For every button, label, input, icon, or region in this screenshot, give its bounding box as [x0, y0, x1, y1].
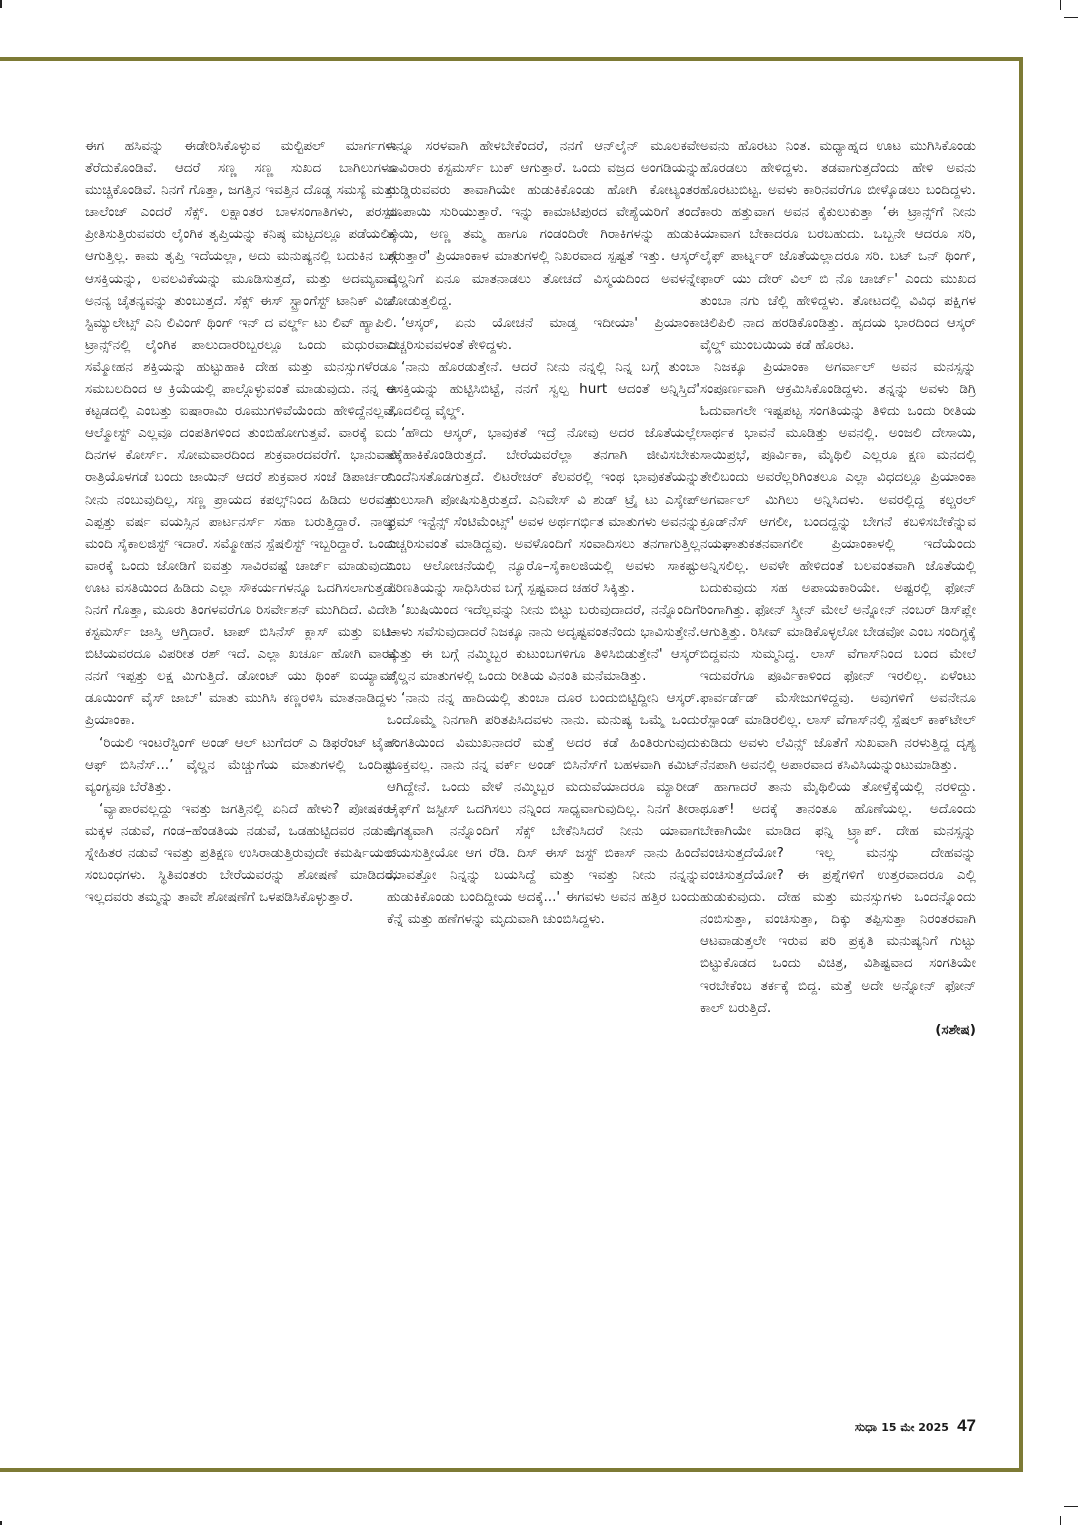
issue-date: 15 ಮೇ 2025: [881, 1421, 949, 1434]
paragraph: ‘ರಿಯಲಿ ಇಂಟರೆಸ್ಟಿಂಗ್ ಅಂಡ್ ಆಲ್ ಟುಗೆದರ್ ಎ ಡಿಫರೆಂಟ್ ಟೈಪ್ ಆಫ್ ಬಿಸಿನೆಸ್...’ ವೈಲ್ಡನ ಮೆಚ್ಚುಗೆಯ ಮಾತುಗಳಲ್ಲಿ ಒಂದಿಷ್ಟು ವ್ಯಂಗ್ಯವೂ ಬೆರೆತಿತ್ತು.: [85, 734, 397, 795]
page-number: 47: [957, 1416, 976, 1435]
paragraph: ನಿಜಕ್ಕೂ ಪ್ರಿಯಾಂಕಾ ಅಗರ್ವಾಲ್ ಅವನ ಮನಸ್ಸನ್ನು ಸಂಪೂರ್ಣವಾಗಿ ಆಕ್ರಮಿಸಿಕೊಂಡಿದ್ದಳು. ತನ್ನನ್ನು ಅವಳು ಡಿಗ್ರಿ ಓದುವಾಗಲೇ ಇಷ್ಟಪಟ್ಟ ಸಂಗತಿಯನ್ನು ತಿಳಿದು ಒಂದು ರೀತಿಯ ಸಾರ್ಥಕ ಭಾವನೆ ಮೂಡಿತ್ತು ಅವನಲ್ಲಿ. ಅಂಜಲಿ ದೇಸಾಯಿ, ಸಾಯಿಪ್ರಭೆ, ಪೂರ್ವಿಕಾ, ಮೈಥಿಲಿ ಎಲ್ಲರೂ ಕ್ಷಣ ಮನದಲ್ಲಿ ತೇಲಿಬಂದು ಅವರೆಲ್ಲರಿಗಿಂತಲೂ ಎಲ್ಲಾ ವಿಧದಲ್ಲೂ ಪ್ರಿಯಾಂಕಾ ಅಗರ್ವಾಲ್ ಮಿಗಿಲು ಅನ್ನಿಸಿದಳು. ಅವರಲ್ಲಿದ್ದ ಕಲ್ಚರಲ್ ಕ್ರೂಡ್‌ನೆಸ್ ಆಗಲೀ, ಬಂದದ್ದನ್ನು ಬೇಗನೆ ಕಬಳಿಸಬೇಕೆನ್ನುವ ನಯಘಾತುಕತನವಾಗಲೀ ಪ್ರಿಯಾಂಕಾಳಲ್ಲಿ ಇದೆಯೆಂದು ಅನ್ನಿಸಲಿಲ್ಲ. ಅವಳೇ ಹೇಳಿದಂತೆ ಬಲವಂತವಾಗಿ ಜೊತೆಯಲ್ಲಿ ಬದುಕುವುದು ಸಹ ಅಪಾಯಕಾರಿಯೇ. ಅಷ್ಟರಲ್ಲಿ ಫೋನ್ ರಿಂಗಾಗಿತ್ತು. ಫೋನ್ ಸ್ಕ್ರೀನ್ ಮೇಲೆ ಅನ್ನೋನ್ ನಂಬರ್ ಡಿಸ್‌ಪ್ಲೇ ಆಗುತ್ತಿತ್ತು. ರಿಸೀವ್ ಮಾಡಿಕೊಳ್ಳಲೋ ಬೇಡವೋ ಎಂಬ ಸಂದಿಗ್ಧಕ್ಕೆ ಬಿದ್ದವನು ಸುಮ್ಮನಿದ್ದ. ಲಾಸ್ ವೆಗಾಸ್‌ನಿಂದ ಬಂದ ಮೇಲೆ ಇದುವರೆಗೂ ಪೂರ್ವಿಕಾಳಿಂದ ಫೋನ್ ಇರಲಿಲ್ಲ. ಏಳೆಂಟು ಫಾರ್ವರ್ಡೆಡ್ ಮೆಸೇಜುಗಳಿದ್ದವು. ಅವುಗಳಿಗೆ ಅವನೇನೂ ರೆಸ್ಪಾಂಡ್ ಮಾಡಿರಲಿಲ್ಲ. ಲಾಸ್ ವೆಗಾಸ್‌ನಲ್ಲಿ ಸ್ಪೆಷಲ್ ಕಾಕ್‌ಟೇಲ್ ಕುಡಿದು ಅವಳು ಲೆವಿನ್ಸ್ ಜೊತೆಗೆ ಸುಖವಾಗಿ ನರಳುತ್ತಿದ್ದ ದೃಶ್ಯ ನೆನಪಾಗಿ ಅವನಲ್ಲಿ ಅಪಾರವಾದ ಕಸಿವಿಸಿಯನ್ನುಂಟುಮಾಡಿತ್ತು.: [700, 358, 976, 773]
paragraph: ‘ನಾನು ನನ್ನ ಹಾದಿಯಲ್ಲಿ ತುಂಬಾ ದೂರ ಬಂದುಬಿಟ್ಟಿದ್ದೀನಿ ಆಸ್ಕರ್. ಒಂದೊಮ್ಮೆ ನಿನಗಾಗಿ ಪರಿತಪಿಸಿದವಳು ನಾನು. ಮನುಷ್ಯ ಒಮ್ಮೆ ಒಂದು ಸಂಗತಿಯಿಂದ ವಿಮುಖನಾದರೆ ಮತ್ತೆ ಅದರ ಕಡೆ ಹಿಂತಿರುಗುವುದು ಸೂಕ್ತವಲ್ಲ. ನಾನು ನನ್ನ ವರ್ಕ್ ಅಂಡ್ ಬಿಸಿನೆಸ್‌ಗೆ ಬಹಳವಾಗಿ ಕಮಿಟ್ ಆಗಿದ್ದೇನೆ. ಒಂದು ವೇಳೆ ನಮ್ಮಿಬ್ಬರ ಮದುವೆಯಾದರೂ ಮ್ಯಾರೀಡ್ ಲೈಫ್‌ಗೆ ಜಸ್ಟೀಸ್ ಒದಗಿಸಲು ನನ್ನಿಂದ ಸಾಧ್ಯವಾಗುವುದಿಲ್ಲ. ನಿನಗೆ ತೀರಾ ಅಗತ್ಯವಾಗಿ ನನ್ನೊಂದಿಗೆ ಸೆಕ್ಸ್ ಬೇಕೆನಿಸಿದರೆ ನೀನು ಯಾವಾಗ ಬಯಸುತ್ತೀಯೋ ಆಗ ರೆಡಿ. ದಿಸ್ ಈಸ್ ಜಸ್ಟ್ ಬಿಕಾಸ್ ನಾನು ಹಿಂದೆ ಯಾವತ್ತೋ ನಿನ್ನನ್ನು ಬಯಸಿದ್ದೆ ಮತ್ತು ಇವತ್ತು ನೀನು ನನ್ನನ್ನು ಹುಡುಕಿಕೊಂಡು ಬಂದಿದ್ದೀಯ ಅದಕ್ಕೆ...' ಈಗವಳು ಅವನ ಹತ್ತಿರ ಬಂದು ಕೆನ್ನೆ ಮತ್ತು ಹಣೆಗಳನ್ನು ಮೃದುವಾಗಿ ಚುಂಬಿಸಿದ್ದಳು.: [387, 690, 700, 928]
paragraph: ‘ಖುಷಿಯಿಂದ ಇದೆಲ್ಲವನ್ನು ನೀನು ಬಿಟ್ಟು ಬರುವುದಾದರೆ, ನನ್ನೊಂದಿಗೆ ಬಾಳು ಸವೆಸುವುದಾದರೆ ನಿಜಕ್ಕೂ ನಾನು ಅದೃಷ್ಟವಂತನೆಂದು ಭಾವಿಸುತ್ತೇನೆ. ಮತ್ತು ಈ ಬಗ್ಗೆ ನಮ್ಮಿಬ್ಬರ ಕುಟುಂಬಗಳಿಗೂ ತಿಳಿಸಿಬಿಡುತ್ತೇನೆ' ಆಸ್ಕರ್ ವೈಲ್ಡನ ಮಾತುಗಳಲ್ಲಿ ಒಂದು ರೀತಿಯ ವಿನಂತಿ ಮನೆಮಾಡಿತ್ತು.: [387, 601, 700, 685]
paragraph: ಹಾಗಾದರೆ ತಾನು ಮೈಥಿಲಿಯ ತೋಳ್ತೆಕ್ಕೆಯಲ್ಲಿ ನರಳಿದ್ದು. ಥೂತ್! ಅದಕ್ಕೆ ತಾನಂತೂ ಹೊಣೆಯಲ್ಲ. ಅದೊಂದು ಬೇಕಾಗಿಯೇ ಮಾಡಿದ ಫನ್ನಿ ಟ್ರ್ಯಾಪ್. ದೇಹ ಮನಸ್ಸನ್ನು ವಂಚಿಸುತ್ತದೆಯೋ? ಇಲ್ಲ ಮನಸ್ಸು ದೇಹವನ್ನು ವಂಚಿಸುತ್ತದೆಯೋ? ಈ ಪ್ರಶ್ನೆಗಳಿಗೆ ಉತ್ತರವಾದರೂ ಎಲ್ಲಿ ಹುಡುಕುವುದು. ದೇಹ ಮತ್ತು ಮನಸ್ಸುಗಳು ಒಂದನ್ನೊಂದು ನಂಬಿಸುತ್ತಾ, ವಂಚಿಸುತ್ತಾ, ದಿಕ್ಕು ತಪ್ಪಿಸುತ್ತಾ ನಿರಂತರವಾಗಿ ಆಟವಾಡುತ್ತಲೇ ಇರುವ ಪರಿ ಪ್ರಕೃತಿ ಮನುಷ್ಯನಿಗೆ ಗುಟ್ಟು ಬಿಟ್ಟುಕೊಡದ ಒಂದು ವಿಚಿತ್ರ, ವಿಶಿಷ್ಟವಾದ ಸಂಗತಿಯೇ ಇರಬೇಕೆಂಬ ತರ್ಕಕ್ಕೆ ಬಿದ್ದ. ಮತ್ತೆ ಅದೇ ಅನ್ನೋನ್ ಫೋನ್ ಕಾಲ್ ಬರುತ್ತಿದೆ.: [700, 778, 976, 1016]
paragraph: ಈಗ ಹಸಿವನ್ನು ಈಡೇರಿಸಿಕೊಳ್ಳುವ ಮಲ್ಟಿಪಲ್ ಮಾರ್ಗಗಳು ತೆರೆದುಕೊಂಡಿವೆ. ಆದರೆ ಸಣ್ಣ ಸಣ್ಣ ಸುಖದ ಬಾಗಿಲುಗಳೂ ಮುಚ್ಚಿಕೊಂಡಿವೆ. ನಿನಗೆ ಗೊತ್ತಾ, ಜಗತ್ತಿನ ಇವತ್ತಿನ ದೊಡ್ಡ ಸಮಸ್ಯೆ ಮತ್ತು ಚಾಲೆಂಜ್ ಎಂದರೆ ಸೆಕ್ಸ್. ಲಕ್ಷಾಂತರ ಬಾಳಸಂಗಾತಿಗಳು, ಪರಸ್ಪರ ಪ್ರೀತಿಸುತ್ತಿರುವವರು ಲೈಂಗಿಕ ತೃಪ್ತಿಯನ್ನು ಕನಿಷ್ಠ ಮಟ್ಟದಲ್ಲೂ ಪಡೆಯಲಿಕ್ಕೆ ಆಗುತ್ತಿಲ್ಲ. ಕಾಮ ತೃಪ್ತಿ ಇದೆಯಲ್ಲಾ, ಅದು ಮನುಷ್ಯನಲ್ಲಿ ಬದುಕಿನ ಬಗ್ಗೆ ಆಸಕ್ತಿಯನ್ನು, ಲವಲವಿಕೆಯನ್ನು ಮೂಡಿಸುತ್ತದೆ, ಮತ್ತು ಅದಮ್ಯವಾದ ಅನನ್ಯ ಚೈತನ್ಯವನ್ನು ತುಂಬುತ್ತದೆ. ಸೆಕ್ಸ್ ಈಸ್ ಸ್ಟ್ರಾಂಗೆಸ್ಟ್ ಟಾನಿಕ್ ವಿಚ್ ಸ್ಟಿಮ್ಯುಲೇಟ್ಸ್ ಎನಿ ಲಿವಿಂಗ್ ಥಿಂಗ್ ಇನ್ ದ ವರ್ಲ್ಡ್ ಟು ಲಿವ್ ಹ್ಯಾಪಿಲಿ. ಟ್ರಾನ್ಸ್‌ನಲ್ಲಿ ಲೈಂಗಿಕ ಪಾಲುದಾರರಿಬ್ಬರಲ್ಲೂ ಒಂದು ಮಧುರವಾದ ಸಮ್ಮೋಹನ ಶಕ್ತಿಯನ್ನು ಹುಟ್ಟುಹಾಕಿ ದೇಹ ಮತ್ತು ಮನಸ್ಸುಗಳೆರಡೂ ಸಮಬಲದಿಂದ ಆ ಕ್ರಿಯೆಯಲ್ಲಿ ಪಾಲ್ಗೊಳ್ಳುವಂತೆ ಮಾಡುವುದು. ನನ್ನ ಈ ಕಟ್ಟಡದಲ್ಲಿ ಎಂಬತ್ತು ಐಷಾರಾಮಿ ರೂಮುಗಳಿವೆಯೆಂದು ಹೇಳಿದ್ದೆನಲ್ಲವೆ, ಆಲ್ಮೋಸ್ಟ್ ಎಲ್ಲವೂ ದಂಪತಿಗಳಿಂದ ತುಂಬಿಹೋಗುತ್ತವೆ. ವಾರಕ್ಕೆ ಐದು ದಿನಗಳ ಕೋರ್ಸ್. ಸೋಮವಾರದಿಂದ ಶುಕ್ರವಾರದವರೆಗೆ. ಭಾನುವಾರ ರಾತ್ರಿಯೊಳಗಡೆ ಬಂದು ಜಾಯಿನ್ ಆದರೆ ಶುಕ್ರವಾರ ಸಂಜೆ ಡಿಪಾರ್ಚರ್. ನೀನು ನಂಬುವುದಿಲ್ಲ, ಸಣ್ಣ ಪ್ರಾಯದ ಕಪಲ್ಸ್‌ನಿಂದ ಹಿಡಿದು ಅರವತ್ತು ಎಪ್ಪತ್ತು ವರ್ಷ ವಯಸ್ಸಿನ ಪಾರ್ಟನರ್ಸ್ ಸಹಾ ಬರುತ್ತಿದ್ದಾರೆ. ನಾಲ್ಕು ಮಂದಿ ಸೈಕಾಲಜಿಸ್ಟ್ ಇದಾರೆ. ಸಮ್ಮೋಹನ ಸ್ಪೆಷಲಿಸ್ಟ್ ಇಬ್ಬರಿದ್ದಾರೆ. ಒಂದು ವಾರಕ್ಕೆ ಒಂದು ಜೋಡಿಗೆ ಐವತ್ತು ಸಾವಿರವಷ್ಟೆ ಚಾರ್ಜ್ ಮಾಡುವುದು. ಊಟ ವಸತಿಯಿಂದ ಹಿಡಿದು ಎಲ್ಲಾ ಸೌಕರ್ಯಗಳನ್ನೂ ಒದಗಿಸಲಾಗುತ್ತದೆ. ನಿನಗೆ ಗೊತ್ತಾ, ಮೂರು ತಿಂಗಳವರೆಗೂ ರಿಸರ್ವೇಶನ್ ಮುಗಿದಿದೆ. ವಿದೇಶಿ ಕಸ್ಟಮರ್ಸ್ ಜಾಸ್ತಿ ಆಗ್ತಿದಾರೆ. ಟಾಪ್ ಬಿಸಿನೆಸ್ ಕ್ಲಾಸ್ ಮತ್ತು ಐಟಿ–ಬಿಟಿಯವರದೂ ವಿಪರೀತ ರಶ್ ಇದೆ. ಎಲ್ಲಾ ಖರ್ಚೂ ಹೋಗಿ ವಾರಕ್ಕೆ ನನಗೆ ಇಪ್ಪತ್ತು ಲಕ್ಷ ಮಿಗುತ್ತಿದೆ. ಡೋಂಟ್ ಯು ಥಿಂಕ್ ಐಯ್ಯಾಮ್ ಡೂಯಿಂಗ್ ವೈಸ್ ಜಾಬ್' ಮಾತು ಮುಗಿಸಿ ಕಣ್ಣರಳಿಸಿ ಮಾತನಾಡಿದ್ದಳು ಪ್ರಿಯಾಂಕಾ.: [85, 138, 397, 729]
crop-mark: [1064, 1506, 1078, 1507]
crop-mark: [1064, 17, 1078, 18]
paragraph: ‘ಹೌದು ಆಸ್ಕರ್, ಭಾವುಕತೆ ಇದ್ರೆ ನೋವು ಅದರ ಜೊತೆಯಲ್ಲೇ ತೆಕ್ಕೆಹಾಕಿಕೊಂಡಿರುತ್ತದೆ. ಬೇರೆಯವರೆಲ್ಲಾ ತನಗಾಗಿ ಜೀವಿಸಬೇಕು ಎಂದೆನಿಸತೊಡಗುತ್ತದೆ. ಲಿಟರೇಚರ್ ಕೆಲವರಲ್ಲಿ ಇಂಥ ಭಾವುಕತೆಯನ್ನು ಹುಲುಸಾಗಿ ಪೋಷಿಸುತ್ತಿರುತ್ತದೆ. ಎನಿವೇಸ್ ವಿ ಶುಡ್ ಟ್ರೈ ಟು ಎಸ್ಕೇಪ್ ಫ್ರಮ್ ಇನ್ಟೆನ್ಸ್ ಸೆಂಟಿಮೆಂಟ್ಸ್' ಅವಳ ಅರ್ಥಗರ್ಭಿತ ಮಾತುಗಳು ಅವನನ್ನು ಎಚ್ಚರಿಸುವಂತೆ ಮಾಡಿದ್ದವು. ಅವಳೊಂದಿಗೆ ಸಂವಾದಿಸಲು ತನಗಾಗುತ್ತಿಲ್ಲ ಎಂಬ ಆಲೋಚನೆಯಲ್ಲಿ ನ್ಯೂರೊ–ಸೈಕಾಲಜಿಯಲ್ಲಿ ಅವಳು ಸಾಕಷ್ಟು ಪರಿಣತಿಯನ್ನು ಸಾಧಿಸಿರುವ ಬಗ್ಗೆ ಸ್ಪಷ್ಟವಾದ ಚಹರೆ ಸಿಕ್ಕಿತ್ತು.: [387, 425, 700, 596]
page-footer: [790, 1416, 976, 1436]
to-be-continued-label: (ಸಶೇಷ): [935, 1021, 976, 1038]
paragraph: ‘ವ್ಯಾಪಾರವಲ್ಲದ್ದು ಇವತ್ತು ಜಗತ್ತಿನಲ್ಲಿ ಏನಿದೆ ಹೇಳು? ಪೋಷಕರ–ಮಕ್ಕಳ ನಡುವೆ, ಗಂಡ–ಹೆಂಡತಿಯ ನಡುವೆ, ಒಡಹುಟ್ಟಿದವರ ನಡುವೆ, ಸ್ನೇಹಿತರ ನಡುವೆ ಇವತ್ತು ಪ್ರತಿಕ್ಷಣ ಉಸಿರಾಡುತ್ತಿರುವುದೇ ಕಮರ್ಷಿಯಲ್ ಸಂಬಂಧಗಳು. ಸ್ಥಿತಿವಂತರು ಬೇರೆಯವರನ್ನು ಶೋಷಣೆ ಮಾಡಿದರೆ, ಇಲ್ಲದವರು ತಮ್ಮನ್ನು ತಾವೇ ಶೋಷಣೆಗೆ ಒಳಪಡಿಸಿಕೊಳ್ಳುತ್ತಾರೆ.: [85, 800, 397, 906]
paragraph: ‘ನಾನು ಹೊರಡುತ್ತೇನೆ. ಆದರೆ ನೀನು ನನ್ನಲ್ಲಿ ನಿನ್ನ ಬಗ್ಗೆ ತುಂಬಾ ಆಸಕ್ತಿಯನ್ನು ಹುಟ್ಟಿಸಿಬಿಟ್ಟೆ, ನನಗೆ ಸ್ವಲ್ಪ hurt ಆದಂತೆ ಅನ್ನಿಸ್ತಿದೆ' ತೊದಲಿದ್ದ ವೈಲ್ಡ್.: [387, 358, 700, 420]
magazine-name: ಸುಧಾ: [854, 1420, 878, 1434]
article-column-2: [387, 135, 700, 930]
crop-mark: [0, 0, 2, 8]
crop-mark: [1060, 0, 1061, 10]
crop-mark: [0, 1521, 2, 1525]
paragraph: ಅವನು ಹೊರಟು ನಿಂತ. ಮಧ್ಯಾಹ್ನದ ಊಟ ಮುಗಿಸಿಕೊಂಡು ಹೊರಡಲು ಹೇಳಿದ್ದಳು. ತಡವಾಗುತ್ತದೆಂದು ಹೇಳಿ ಅವನು ಹೊರಟುಬಿಟ್ಟ. ಅವಳು ಕಾರಿನವರೆಗೂ ಬೀಳ್ಕೊಡಲು ಬಂದಿದ್ದಳು. ಕಾರು ಹತ್ತುವಾಗ ಅವನ ಕೈಕುಲುಕುತ್ತಾ ‘ಈ ಟ್ರಾನ್ಸ್‌ಗೆ ನೀನು ಯಾವಾಗ ಬೇಕಾದರೂ ಬರಬಹುದು. ಒಬ್ಬನೇ ಆದರೂ ಸರಿ, ಲೈಫ್ ಪಾರ್ಟ್ನರ್ ಜೊತೆಯಲ್ಲಾದರೂ ಸರಿ. ಬಟ್ ಒನ್ ಥಿಂಗ್, ಫಾರ್ ಯು ದೇರ್ ವಿಲ್ ಬಿ ನೊ ಚಾರ್ಜ್' ಎಂದು ಮುಖದ ತುಂಬಾ ನಗು ಚೆಲ್ಲಿ ಹೇಳಿದ್ದಳು. ತೋಟದಲ್ಲಿ ವಿವಿಧ ಪಕ್ಷಿಗಳ ಚಿಲಿಪಿಲಿ ನಾದ ಹರಡಿಕೊಂಡಿತ್ತು. ಹೃದಯ ಭಾರದಿಂದ ಆಸ್ಕರ್ ವೈಲ್ಡ್ ಮುಂಬಯಿಯ ಕಡೆ ಹೊರಟ.: [700, 138, 976, 353]
crop-mark: [1060, 1516, 1061, 1525]
article-column-3: [700, 135, 976, 1041]
article-column-1: [85, 135, 397, 908]
paragraph: ‘ಆಸ್ಕರ್, ಏನು ಯೋಚನೆ ಮಾಡ್ತ ಇದೀಯಾ' ಪ್ರಿಯಾಂಕಾ ಎಚ್ಚರಿಸುವವಳಂತೆ ಕೇಳಿದ್ದಳು.: [387, 314, 700, 353]
paragraph: ಇನ್ನೂ ಸರಳವಾಗಿ ಹೇಳಬೇಕೆಂದರೆ, ನನಗೆ ಆನ್‌ಲೈನ್ ಮೂಲಕವೇ ಸಾವಿರಾರು ಕಸ್ಟಮರ್ಸ್ ಬುಕ್ ಆಗುತ್ತಾರೆ. ಒಂದು ವಜ್ರದ ಅಂಗಡಿಯನ್ನು ದುಡ್ಡಿರುವವರು ತಾವಾಗಿಯೇ ಹುಡುಕಿಕೊಂಡು ಹೋಗಿ ಕೋಟ್ಯಂತರ ರೂಪಾಯಿ ಸುರಿಯುತ್ತಾರೆ. ಇನ್ನು ಕಾಮಾಟಿಪುರದ ವೇಶ್ಯೆಯರಿಗೆ ತಂದೆ ತಾಯಿ, ಅಣ್ಣ ತಮ್ಮ ಹಾಗೂ ಗಂಡಂದಿರೇ ಗಿರಾಕಿಗಳನ್ನು ಹುಡುಕಿ ತರುತ್ತಾರೆ' ಪ್ರಿಯಾಂಕಾಳ ಮಾತುಗಳಲ್ಲಿ ನಿಖರವಾದ ಸ್ಪಷ್ಟತೆ ಇತ್ತು. ಆಸ್ಕರ್ ವೈಲ್ಡನಿಗೆ ಏನೂ ಮಾತನಾಡಲು ತೋಚದೆ ವಿಸ್ಮಯದಿಂದ ಅವಳನ್ನೇ ನೋಡುತ್ತಲಿದ್ದ.: [387, 138, 700, 309]
